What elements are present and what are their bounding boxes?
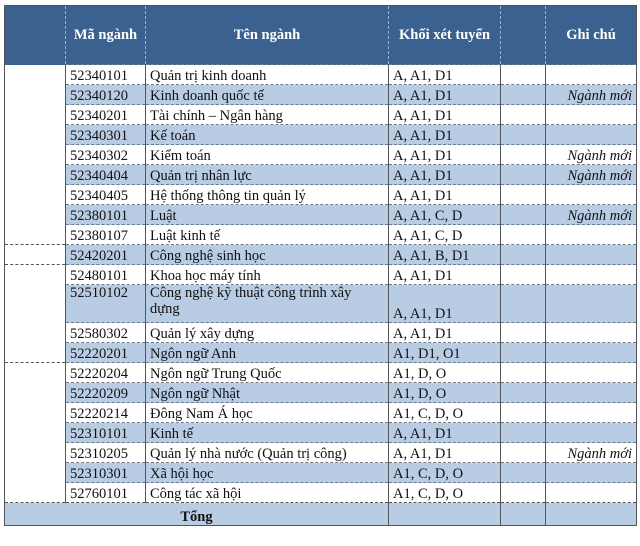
major-name: Công nghệ sinh học [146,245,389,265]
note [546,463,637,483]
major-name: Kinh tế [146,423,389,443]
group-cell [5,125,66,145]
admission-majors-table [4,5,637,526]
admission-block: A, A1, D1 [389,323,501,343]
table-row [5,65,637,85]
admission-block: A, A1, D1 [389,423,501,443]
note [546,423,637,443]
header-group [5,6,66,65]
quota-cell [501,145,546,165]
admission-block: A1, D, O [389,363,501,383]
admission-block: A1, C, D, O [389,483,501,503]
quota-cell [501,105,546,125]
admission-block: A, A1, D1 [389,105,501,125]
admission-block: A, A1, D1 [389,145,501,165]
group-cell [5,265,66,285]
admission-block: A1, C, D, O [389,463,501,483]
major-name: Đông Nam Á học [146,403,389,423]
major-code: 52340301 [66,125,146,145]
total-block [389,503,501,526]
quota-cell [501,205,546,225]
table-row [5,165,637,185]
quota-cell [501,423,546,443]
quota-cell [501,363,546,383]
major-name: Quản lý xây dựng [146,323,389,343]
table-row [5,403,637,423]
note [546,343,637,363]
total-row [5,503,637,526]
major-code: 52580302 [66,323,146,343]
quota-cell [501,403,546,423]
note [546,125,637,145]
admission-block: A, A1, D1 [389,165,501,185]
table-row [5,245,637,265]
major-name: Kinh doanh quốc tế [146,85,389,105]
table-row [5,265,637,285]
admission-block: A, A1, D1 [389,443,501,463]
quota-cell [501,383,546,403]
major-name: Tài chính – Ngân hàng [146,105,389,125]
group-cell [5,403,66,423]
group-cell [5,85,66,105]
major-code: 52340404 [66,165,146,185]
header-name: Tên ngành [146,6,389,65]
quota-cell [501,85,546,105]
major-code: 52310301 [66,463,146,483]
note: Ngành mới [546,145,637,165]
group-cell [5,105,66,125]
quota-cell [501,65,546,85]
note: Ngành mới [546,443,637,463]
group-cell [5,205,66,225]
major-name: Hệ thống thông tin quản lý [146,185,389,205]
table-row [5,383,637,403]
group-cell [5,65,66,85]
note [546,265,637,285]
admission-block: A1, C, D, O [389,403,501,423]
header-quota [501,6,546,65]
major-name: Quản lý nhà nước (Quản trị công) [146,443,389,463]
quota-cell [501,483,546,503]
major-code: 52340120 [66,85,146,105]
quota-cell [501,165,546,185]
group-cell [5,285,66,323]
admission-block: A, A1, D1 [389,85,501,105]
quota-cell [501,343,546,363]
note [546,65,637,85]
quota-cell [501,443,546,463]
major-code: 52480101 [66,265,146,285]
table-row [5,205,637,225]
major-name: Xã hội học [146,463,389,483]
major-code: 52220201 [66,343,146,363]
note [546,225,637,245]
major-name: Ngôn ngữ Trung Quốc [146,363,389,383]
major-code: 52220204 [66,363,146,383]
group-cell [5,383,66,403]
major-code: 52380107 [66,225,146,245]
table-row [5,85,637,105]
admission-block: A, A1, C, D [389,225,501,245]
major-name: Ngôn ngữ Anh [146,343,389,363]
header-note: Ghi chú [546,6,637,65]
table-row [5,363,637,383]
table-header [5,6,637,65]
total-label: Tổng [5,503,389,526]
header-block: Khối xét tuyển [389,6,501,65]
admission-block: A, A1, D1 [389,125,501,145]
group-cell [5,145,66,165]
major-code: 52340405 [66,185,146,205]
admission-block: A1, D1, O1 [389,343,501,363]
table-row [5,423,637,443]
major-code: 52220209 [66,383,146,403]
major-code: 52340101 [66,65,146,85]
group-cell [5,423,66,443]
quota-cell [501,463,546,483]
header-code: Mã ngành [66,6,146,65]
note [546,383,637,403]
note [546,185,637,205]
group-cell [5,443,66,463]
group-cell [5,483,66,503]
group-cell [5,343,66,363]
admission-block: A, A1, B, D1 [389,245,501,265]
note: Ngành mới [546,165,637,185]
table-row [5,185,637,205]
quota-cell [501,323,546,343]
major-name: Công nghệ kỹ thuật công trình xây dựng [146,285,389,323]
major-code: 52340201 [66,105,146,125]
quota-cell [501,225,546,245]
note [546,285,637,323]
major-code: 52310101 [66,423,146,443]
major-name: Công tác xã hội [146,483,389,503]
major-name: Kế toán [146,125,389,145]
total-quota [501,503,546,526]
quota-cell [501,245,546,265]
group-cell [5,463,66,483]
table-row [5,483,637,503]
table-row [5,145,637,165]
major-name: Kiểm toán [146,145,389,165]
note [546,245,637,265]
table-row [5,463,637,483]
group-cell [5,323,66,343]
major-name: Ngôn ngữ Nhật [146,383,389,403]
admission-block: A, A1, D1 [389,265,501,285]
group-cell [5,363,66,383]
table-row [5,125,637,145]
note: Ngành mới [546,85,637,105]
note [546,483,637,503]
major-code: 52340302 [66,145,146,165]
quota-cell [501,285,546,323]
table-row [5,343,637,363]
group-cell [5,185,66,205]
quota-cell [501,265,546,285]
table-row [5,443,637,463]
group-cell [5,165,66,185]
major-code: 52510102 [66,285,146,323]
note [546,323,637,343]
admission-block: A, A1, D1 [389,65,501,85]
note [546,403,637,423]
major-name: Luật kinh tế [146,225,389,245]
major-name: Quản trị kinh doanh [146,65,389,85]
table-row [5,285,637,323]
major-code: 52310205 [66,443,146,463]
total-note [546,503,637,526]
major-name: Quản trị nhân lực [146,165,389,185]
table-row [5,105,637,125]
note: Ngành mới [546,205,637,225]
major-code: 52380101 [66,205,146,225]
major-code: 52420201 [66,245,146,265]
admission-block: A, A1, D1 [389,285,501,323]
admission-block: A1, D, O [389,383,501,403]
note [546,363,637,383]
table-row [5,323,637,343]
major-name: Khoa học máy tính [146,265,389,285]
note [546,105,637,125]
group-cell [5,225,66,245]
admission-block: A, A1, D1 [389,185,501,205]
quota-cell [501,185,546,205]
admission-block: A, A1, C, D [389,205,501,225]
quota-cell [501,125,546,145]
group-cell [5,245,66,265]
table-row [5,225,637,245]
major-name: Luật [146,205,389,225]
major-code: 52760101 [66,483,146,503]
major-code: 52220214 [66,403,146,423]
